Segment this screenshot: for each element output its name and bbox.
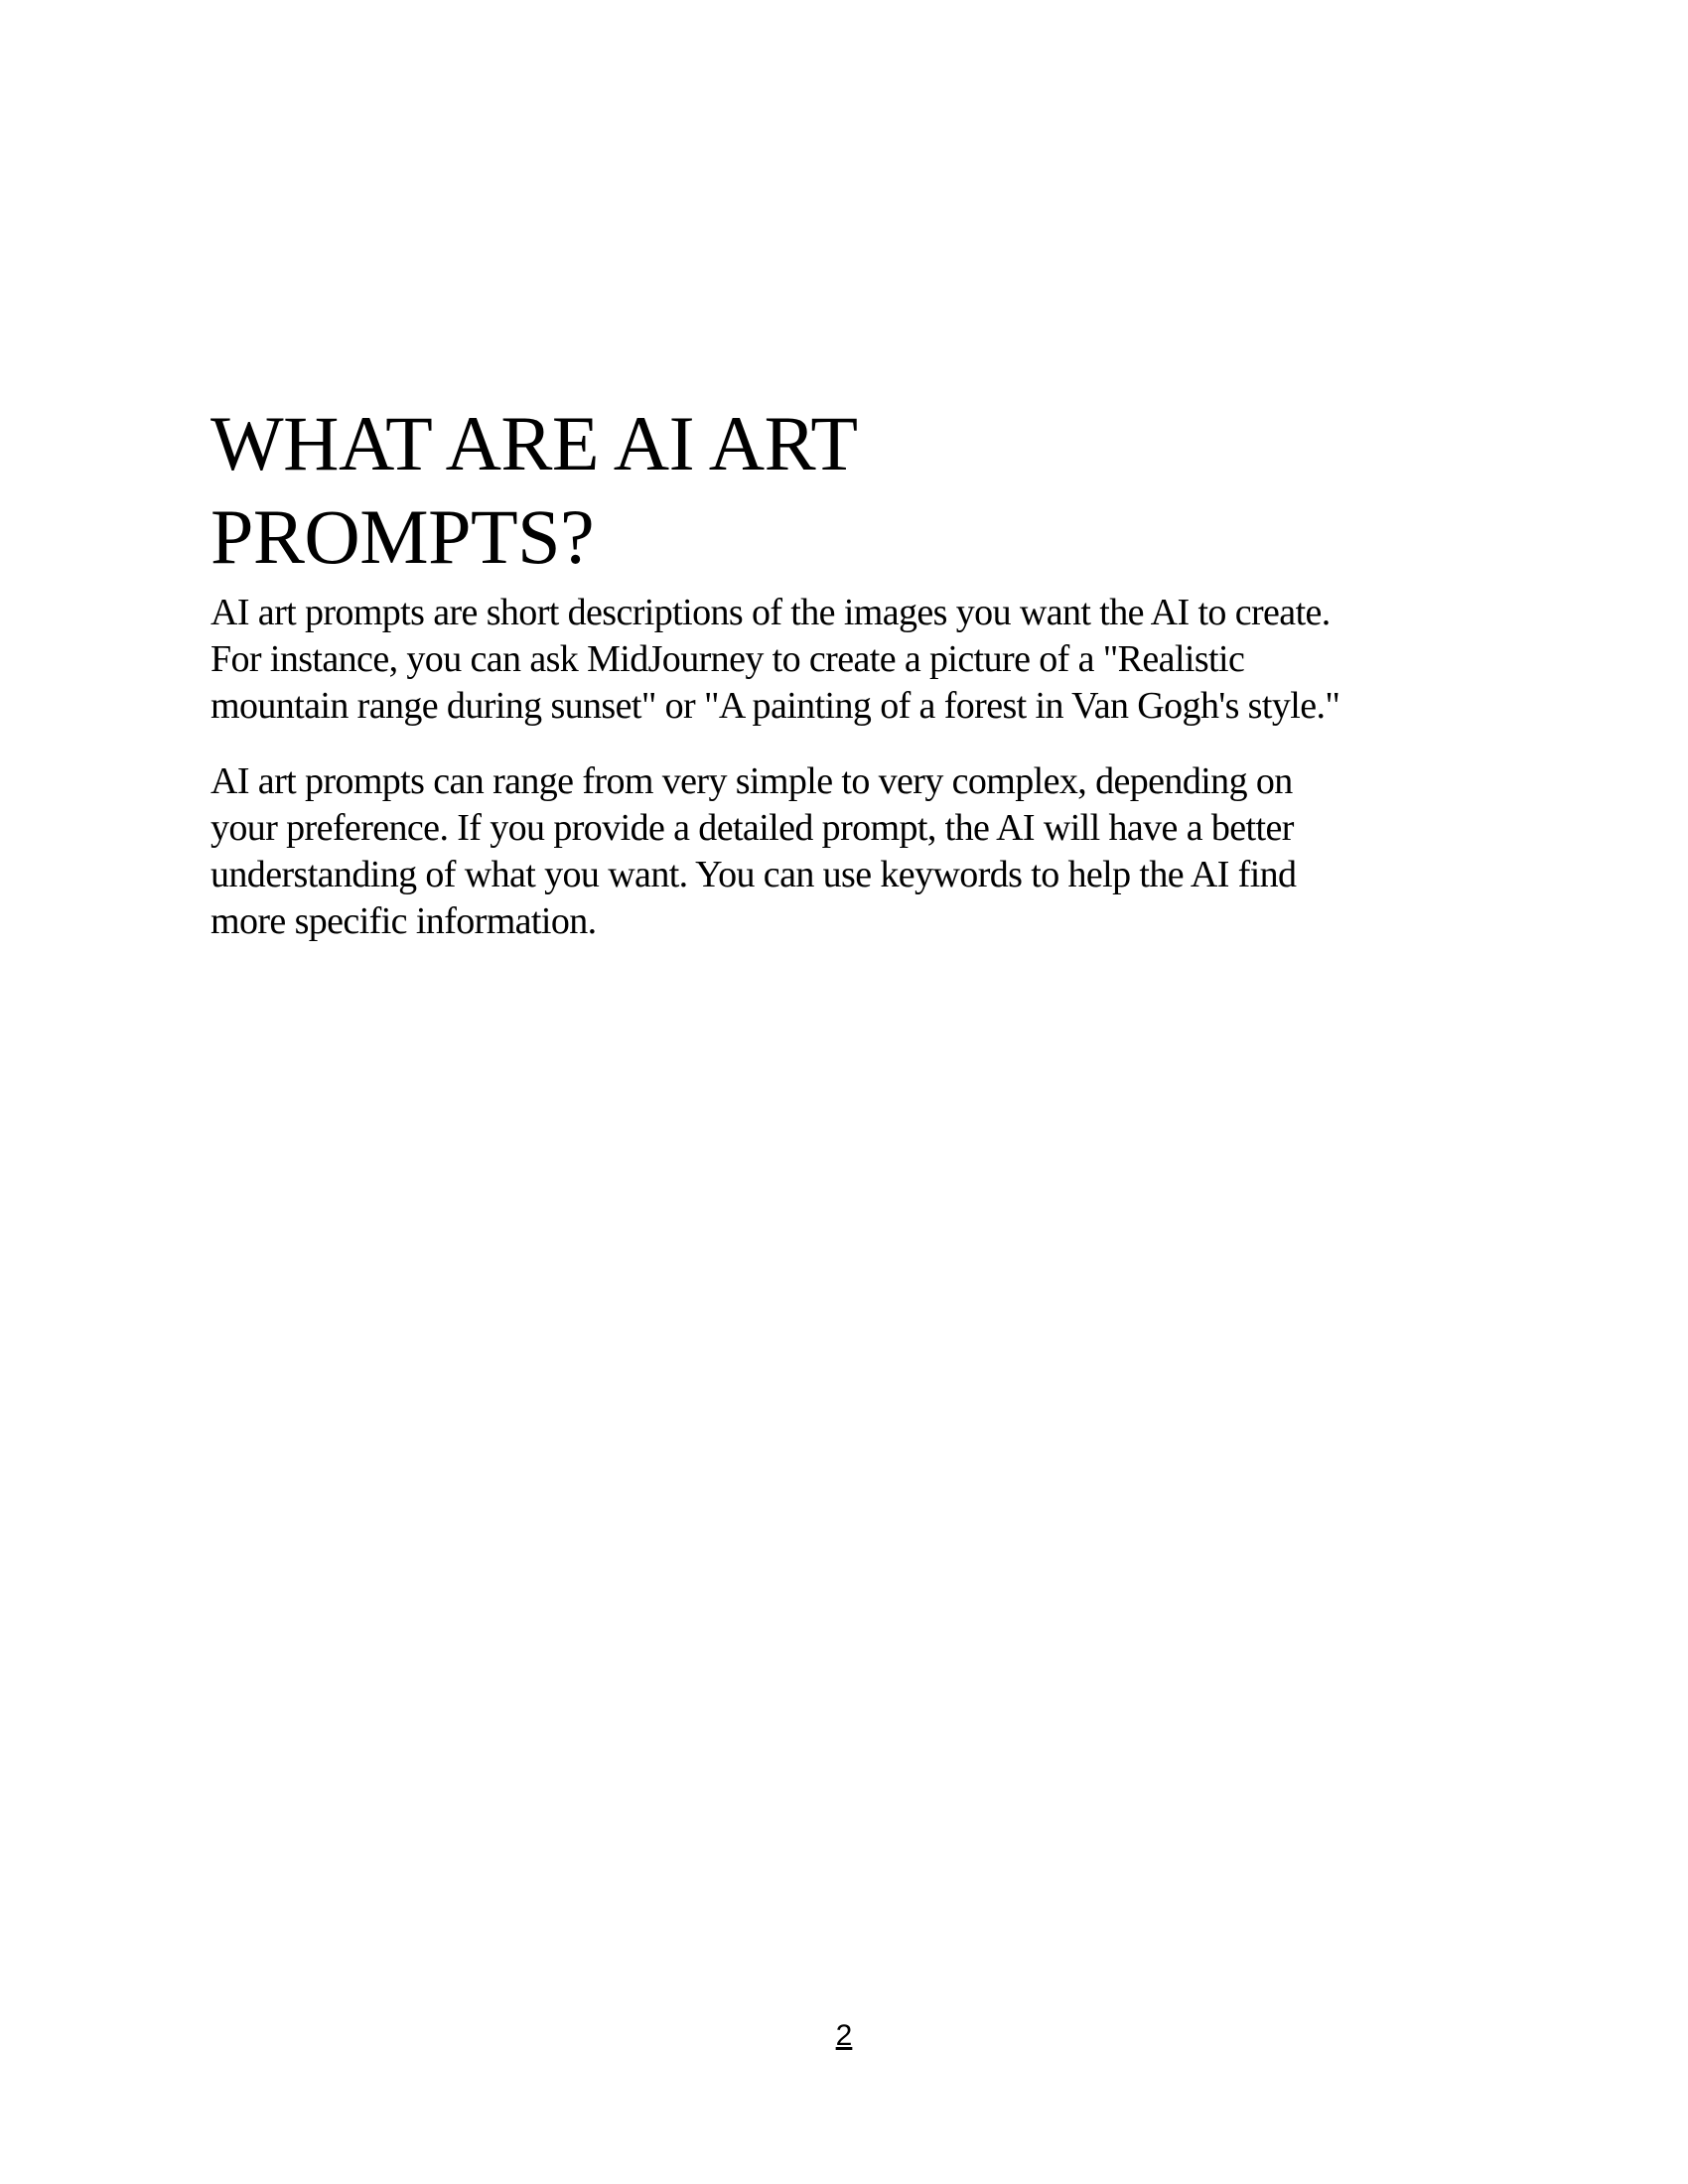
body-paragraph-2: AI art prompts can range from very simple to very complex, depending on your preference. If you provide a detailed prompt, the AI will have a better understanding of what you want. You can use keywords to help the AI find more specific information. (211, 760, 1297, 942)
page-content (211, 397, 1501, 945)
page-title: WHAT ARE AI ART PROMPTS? (211, 400, 857, 580)
page-number: 2 (835, 2019, 853, 2052)
body-paragraph-1: AI art prompts are short descriptions of the images you want the AI to create. For instance, you can ask MidJourney to create a picture of a "Realistic mountain range during sunset" or "A painting of a forest in Van Gogh's style." (211, 592, 1340, 727)
